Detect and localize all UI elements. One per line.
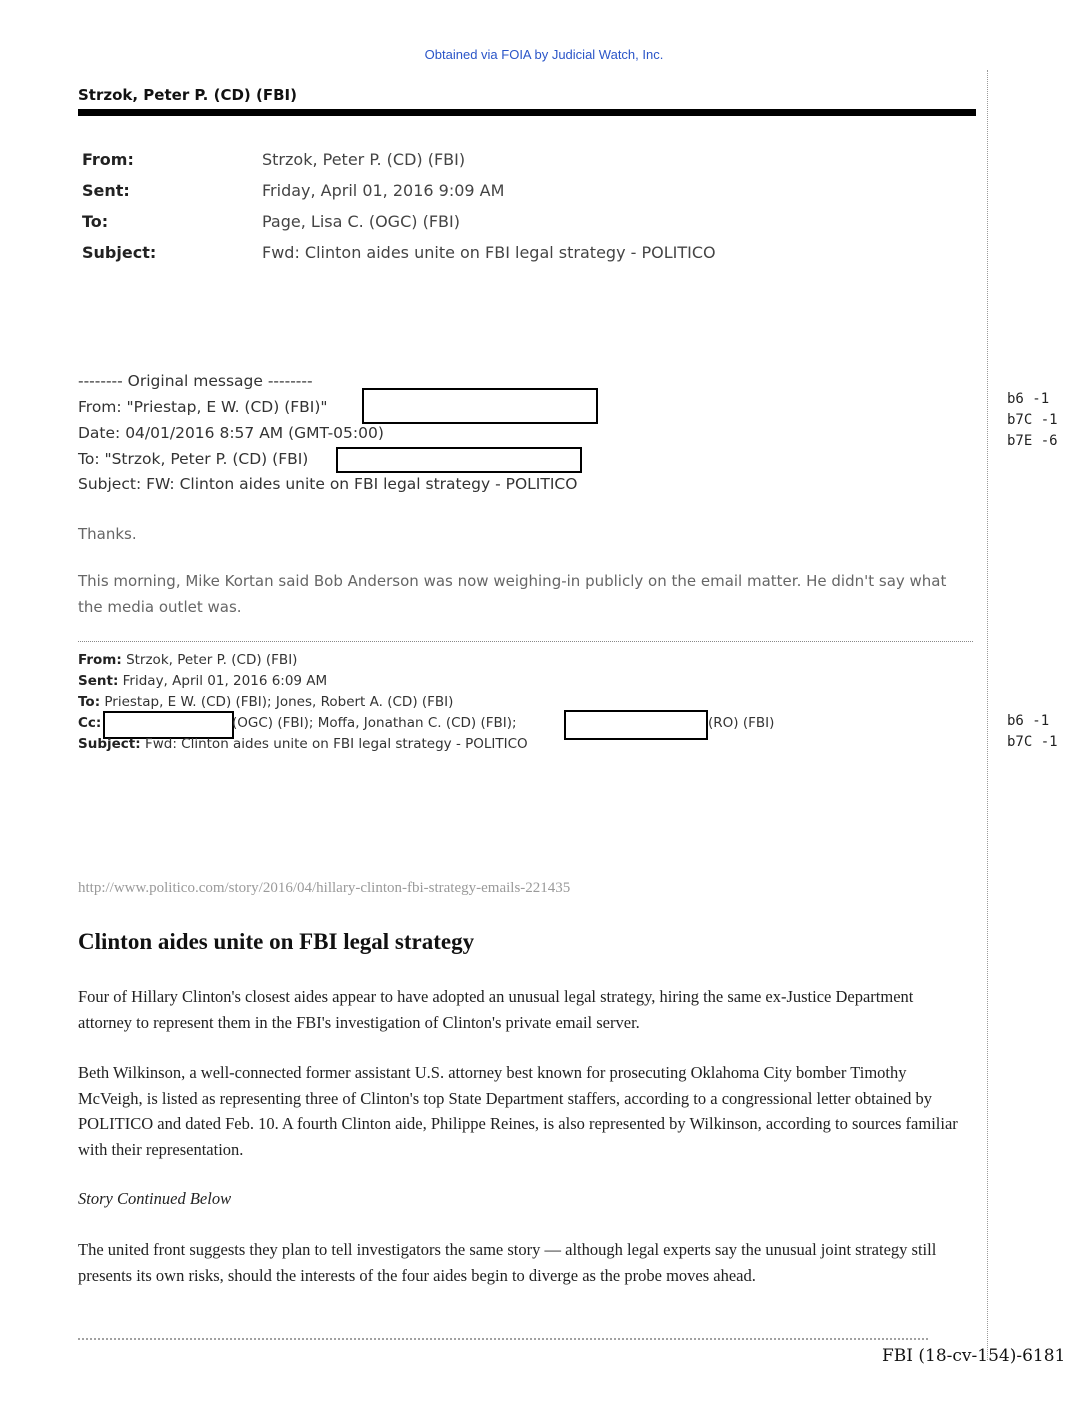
story-continued: Story Continued Below [78, 1189, 232, 1208]
forward-to [78, 692, 453, 713]
cut-off-line [78, 1338, 928, 1343]
subject-value: Fwd: Clinton aides unite on FBI legal strategy - POLITICO [262, 243, 716, 262]
redaction-box [362, 388, 598, 424]
forward-subject-label: Subject: [78, 736, 141, 752]
article-headline: Clinton aides unite on FBI legal strategy [78, 929, 475, 954]
forward-cc-label: Cc: [78, 715, 102, 731]
from-label: From: [82, 150, 134, 169]
redaction-box [336, 447, 582, 473]
forward-subject [78, 734, 528, 755]
sent-value: Friday, April 01, 2016 9:09 AM [262, 181, 505, 200]
original-body: This morning, Mike Kortan said Bob Anderson was now weighing-in publicly on the email matter. He didn't say what the media outlet was. [78, 572, 947, 616]
margin-line [987, 70, 988, 1360]
original-thanks: Thanks. [78, 525, 137, 543]
forward-cc-mid: (OGC) (FBI); Moffa, Jonathan C. (CD) (FBI); [232, 715, 517, 731]
forward-from [78, 650, 297, 671]
article-url[interactable]: http://www.politico.com/story/2016/04/hillary-clinton-fbi-strategy-emails-221435 [78, 880, 571, 896]
sent-label: Sent: [82, 181, 130, 200]
forward-to-value: Priestap, E W. (CD) (FBI); Jones, Robert A. (CD) (FBI) [104, 694, 454, 710]
from-value: Strzok, Peter P. (CD) (FBI) [262, 150, 466, 169]
header-rule [78, 109, 976, 116]
original-date: Date: 04/01/2016 8:57 AM (GMT-05:00) [78, 424, 384, 442]
original-from: From: "Priestap, E W. (CD) (FBI)" [78, 398, 328, 416]
redaction-box [564, 710, 708, 740]
article-paragraph: The united front suggests they plan to tell investigators the same story — although legal experts say the unusual joint strategy still presents its own risks, should the interests of the four aides begin to diverge as the probe moves ahead. [78, 1240, 937, 1285]
article-paragraph: Beth Wilkinson, a well-connected former assistant U.S. attorney best known for prosecuting Oklahoma City bomber Timothy McVeigh, is listed as representing three of Clinton's top State Department staffers, according to a congressional letter obtained by POLITICO and dated Feb. 10. A fourth Clinton aide, Philippe Reines, is also represented by Wilkinson, according to sources familiar with their representation. [78, 1063, 958, 1159]
to-value: Page, Lisa C. (OGC) (FBI) [262, 212, 460, 231]
exemption-codes: b6 -1 b7C -1 b7E -6 [1007, 391, 1058, 449]
forward-subject-value: Fwd: Clinton aides unite on FBI legal strategy - POLITICO [144, 736, 528, 752]
separator [78, 641, 973, 642]
forward-cc [78, 713, 101, 734]
subject-label: Subject: [82, 243, 157, 262]
forward-from-value: Strzok, Peter P. (CD) (FBI) [126, 652, 298, 668]
forward-to-label: To: [78, 694, 101, 710]
foia-watermark: Obtained via FOIA by Judicial Watch, Inc. [424, 47, 664, 62]
exemption-codes: b6 -1 b7C -1 [1007, 713, 1058, 750]
article-paragraph: Four of Hillary Clinton's closest aides appear to have adopted an unusual legal strategy, hiring the same ex-Justice Department attorney to represent them in the FBI's investigation of Clinton's private email server. [78, 987, 914, 1032]
original-subject: Subject: FW: Clinton aides unite on FBI legal strategy - POLITICO [78, 475, 578, 493]
original-to: To: "Strzok, Peter P. (CD) (FBI) [78, 450, 309, 468]
original-divider: -------- Original message -------- [78, 372, 313, 390]
forward-sent-label: Sent: [78, 673, 119, 689]
forward-sent [78, 671, 327, 692]
forward-sent-value: Friday, April 01, 2016 6:09 AM [122, 673, 328, 689]
to-label: To: [82, 212, 109, 231]
forward-cc-end: (RO) (FBI) [708, 715, 775, 731]
bates-number: FBI (18-cv-154)-6181 [882, 1346, 1066, 1366]
forward-from-label: From: [78, 652, 122, 668]
mailbox-owner: Strzok, Peter P. (CD) (FBI) [78, 86, 297, 104]
